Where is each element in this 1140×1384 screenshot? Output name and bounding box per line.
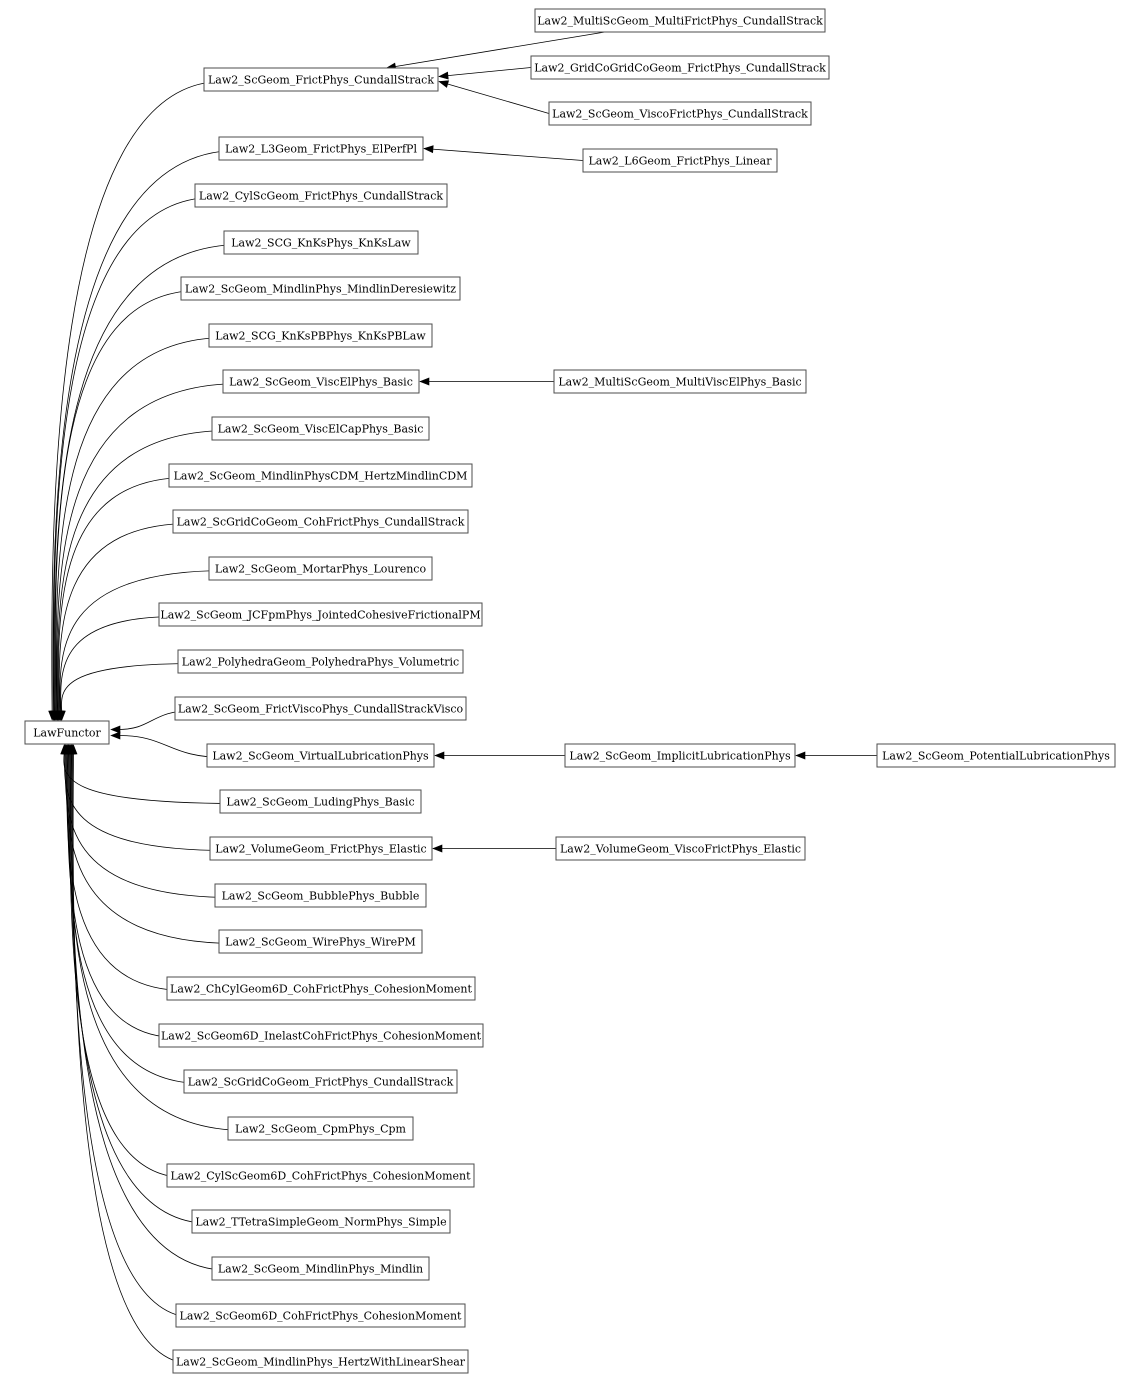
- class-node-label: Law2_ScGeom_MortarPhys_Lourenco: [214, 562, 427, 576]
- class-node-label: Law2_VolumeGeom_ViscoFrictPhys_Elastic: [559, 842, 802, 856]
- class-node-n19[interactable]: [219, 930, 422, 953]
- class-node-label: Law2_ScGeom_JCFpmPhys_JointedCohesiveFrictionalPM: [160, 608, 481, 622]
- class-node-label: Law2_CylScGeom6D_CohFrictPhys_CohesionMoment: [170, 1169, 471, 1183]
- class-node-m3[interactable]: [549, 102, 811, 125]
- class-node-label: Law2_ScGeom_WirePhys_WirePM: [225, 935, 416, 949]
- class-node-label: Law2_ScGeom_ImplicitLubricationPhys: [569, 749, 791, 763]
- class-node-label: Law2_SCG_KnKsPBPhys_KnKsPBLaw: [215, 329, 426, 343]
- class-node-n7[interactable]: [223, 370, 419, 393]
- class-node-label: Law2_ScGeom_CpmPhys_Cpm: [235, 1122, 406, 1136]
- arrowhead-n14-to-LawFunctor: [111, 726, 120, 733]
- class-node-n22[interactable]: [184, 1070, 457, 1093]
- class-node-n17[interactable]: [210, 837, 432, 860]
- nodes-layer: [25, 9, 1115, 1373]
- class-node-n9[interactable]: [169, 464, 472, 487]
- class-node-LawFunctor[interactable]: [25, 721, 109, 744]
- arrowhead-m5-to-n7: [420, 378, 429, 385]
- class-node-label: Law2_ScGeom_MindlinPhys_HertzWithLinearShear: [175, 1355, 466, 1369]
- class-node-n12[interactable]: [159, 603, 482, 626]
- class-node-n26[interactable]: [212, 1257, 429, 1280]
- class-node-label: Law2_ScGeom_PotentialLubricationPhys: [882, 749, 1110, 763]
- class-node-label: Law2_TTetraSimpleGeom_NormPhys_Simple: [195, 1215, 447, 1229]
- class-node-n21[interactable]: [159, 1024, 483, 1047]
- edge-m2-to-n1: [439, 68, 531, 77]
- class-node-label: Law2_MultiScGeom_MultiViscElPhys_Basic: [558, 375, 802, 389]
- class-node-label: Law2_PolyhedraGeom_PolyhedraPhys_Volumetric: [181, 655, 460, 669]
- class-node-n18[interactable]: [215, 884, 426, 907]
- edge-n20-to-LawFunctor: [67, 753, 185, 991]
- class-node-label: Law2_ScGeom_FrictPhys_CundallStrack: [208, 73, 434, 87]
- class-node-label: Law2_ScGeom6D_InelastCohFrictPhys_CohesionMoment: [160, 1029, 482, 1043]
- class-node-m4[interactable]: [583, 149, 777, 172]
- class-node-label: Law2_ScGeom_VirtualLubricationPhys: [212, 749, 429, 763]
- class-node-label: Law2_ScGeom_MindlinPhys_MindlinDeresiewitz: [184, 282, 457, 296]
- class-node-label: Law2_ScGeom_ViscElPhys_Basic: [229, 375, 413, 389]
- class-node-label: Law2_ScGeom_ViscElCapPhys_Basic: [217, 422, 424, 436]
- class-node-label: Law2_ScGeom_MindlinPhys_Mindlin: [217, 1262, 424, 1276]
- edge-n18-to-LawFunctor: [65, 753, 233, 898]
- class-node-label: Law2_L3Geom_FrictPhys_ElPerfPl: [225, 142, 417, 156]
- class-node-n5[interactable]: [181, 277, 460, 300]
- class-node-label: Law2_CylScGeom_FrictPhys_CundallStrack: [198, 189, 444, 203]
- edge-m3-to-n1: [439, 82, 549, 114]
- arrowhead-m6-to-n15: [435, 752, 444, 759]
- class-node-n28[interactable]: [173, 1350, 468, 1373]
- edge-n21-to-LawFunctor: [68, 753, 177, 1038]
- edge-m4-to-n2: [424, 149, 583, 161]
- class-node-n4[interactable]: [224, 231, 418, 254]
- edge-n17-to-LawFunctor: [65, 753, 228, 851]
- arrowhead-m2-to-n1: [439, 72, 448, 79]
- class-node-n20[interactable]: [167, 977, 475, 1000]
- class-node-label: Law2_ScGeom_ViscoFrictPhys_CundallStrack: [552, 107, 808, 121]
- class-node-n25[interactable]: [192, 1210, 450, 1233]
- class-node-n23[interactable]: [228, 1117, 413, 1140]
- class-node-label: Law2_L6Geom_FrictPhys_Linear: [588, 154, 772, 168]
- class-node-p1[interactable]: [877, 744, 1115, 767]
- class-node-m7[interactable]: [556, 837, 805, 860]
- class-node-n13[interactable]: [178, 650, 463, 673]
- class-node-label: Law2_ChCylGeom6D_CohFrictPhys_CohesionMoment: [170, 982, 472, 996]
- arrowhead-p1-to-m6: [796, 752, 805, 759]
- class-node-m1[interactable]: [535, 9, 825, 32]
- class-node-n8[interactable]: [212, 417, 429, 440]
- class-node-label: Law2_SCG_KnKsPhys_KnKsLaw: [231, 236, 411, 250]
- edge-n5-to-LawFunctor: [55, 291, 199, 713]
- class-node-n6[interactable]: [209, 324, 432, 347]
- class-node-label: Law2_MultiScGeom_MultiFrictPhys_CundallStrack: [537, 14, 823, 28]
- class-node-m6[interactable]: [565, 744, 795, 767]
- edge-n3-to-LawFunctor: [54, 198, 213, 713]
- class-node-n27[interactable]: [176, 1304, 465, 1327]
- class-node-n14[interactable]: [175, 697, 466, 720]
- class-node-n15[interactable]: [207, 744, 434, 767]
- class-node-m5[interactable]: [554, 370, 806, 393]
- edge-n11-to-LawFunctor: [60, 571, 227, 713]
- class-node-label: Law2_GridCoGridCoGeom_FrictPhys_CundallStrack: [534, 61, 826, 75]
- edge-n28-to-LawFunctor: [73, 753, 191, 1364]
- class-node-n1[interactable]: [204, 68, 438, 91]
- class-node-m2[interactable]: [531, 56, 829, 79]
- arrowhead-n15-to-LawFunctor: [111, 732, 120, 739]
- class-node-n11[interactable]: [209, 557, 432, 580]
- arrowhead-m4-to-n2: [424, 146, 433, 153]
- class-node-label: Law2_ScGridCoGeom_CohFrictPhys_CundallStrack: [176, 515, 465, 529]
- edge-n9-to-LawFunctor: [58, 478, 187, 713]
- class-node-label: Law2_VolumeGeom_FrictPhys_Elastic: [215, 842, 427, 856]
- class-node-n24[interactable]: [167, 1164, 474, 1187]
- class-node-n16[interactable]: [220, 790, 421, 813]
- arrowhead-m3-to-n1: [439, 81, 449, 88]
- class-node-n3[interactable]: [195, 184, 447, 207]
- class-node-label: Law2_ScGeom_MindlinPhysCDM_HertzMindlinCDM: [173, 469, 468, 483]
- class-node-label: Law2_ScGeom_BubblePhys_Bubble: [221, 889, 420, 903]
- class-node-label: Law2_ScGeom_LudingPhys_Basic: [226, 795, 415, 809]
- class-node-label: Law2_ScGridCoGeom_FrictPhys_CundallStrack: [187, 1075, 454, 1089]
- class-node-n2[interactable]: [219, 137, 423, 160]
- class-node-label: Law2_ScGeom_FrictViscoPhys_CundallStrackVisco: [177, 702, 464, 716]
- class-node-n10[interactable]: [173, 510, 468, 533]
- class-node-label: LawFunctor: [33, 726, 101, 740]
- class-node-label: Law2_ScGeom6D_CohFrictPhys_CohesionMoment: [179, 1309, 462, 1323]
- arrowhead-m7-to-n17: [433, 845, 442, 852]
